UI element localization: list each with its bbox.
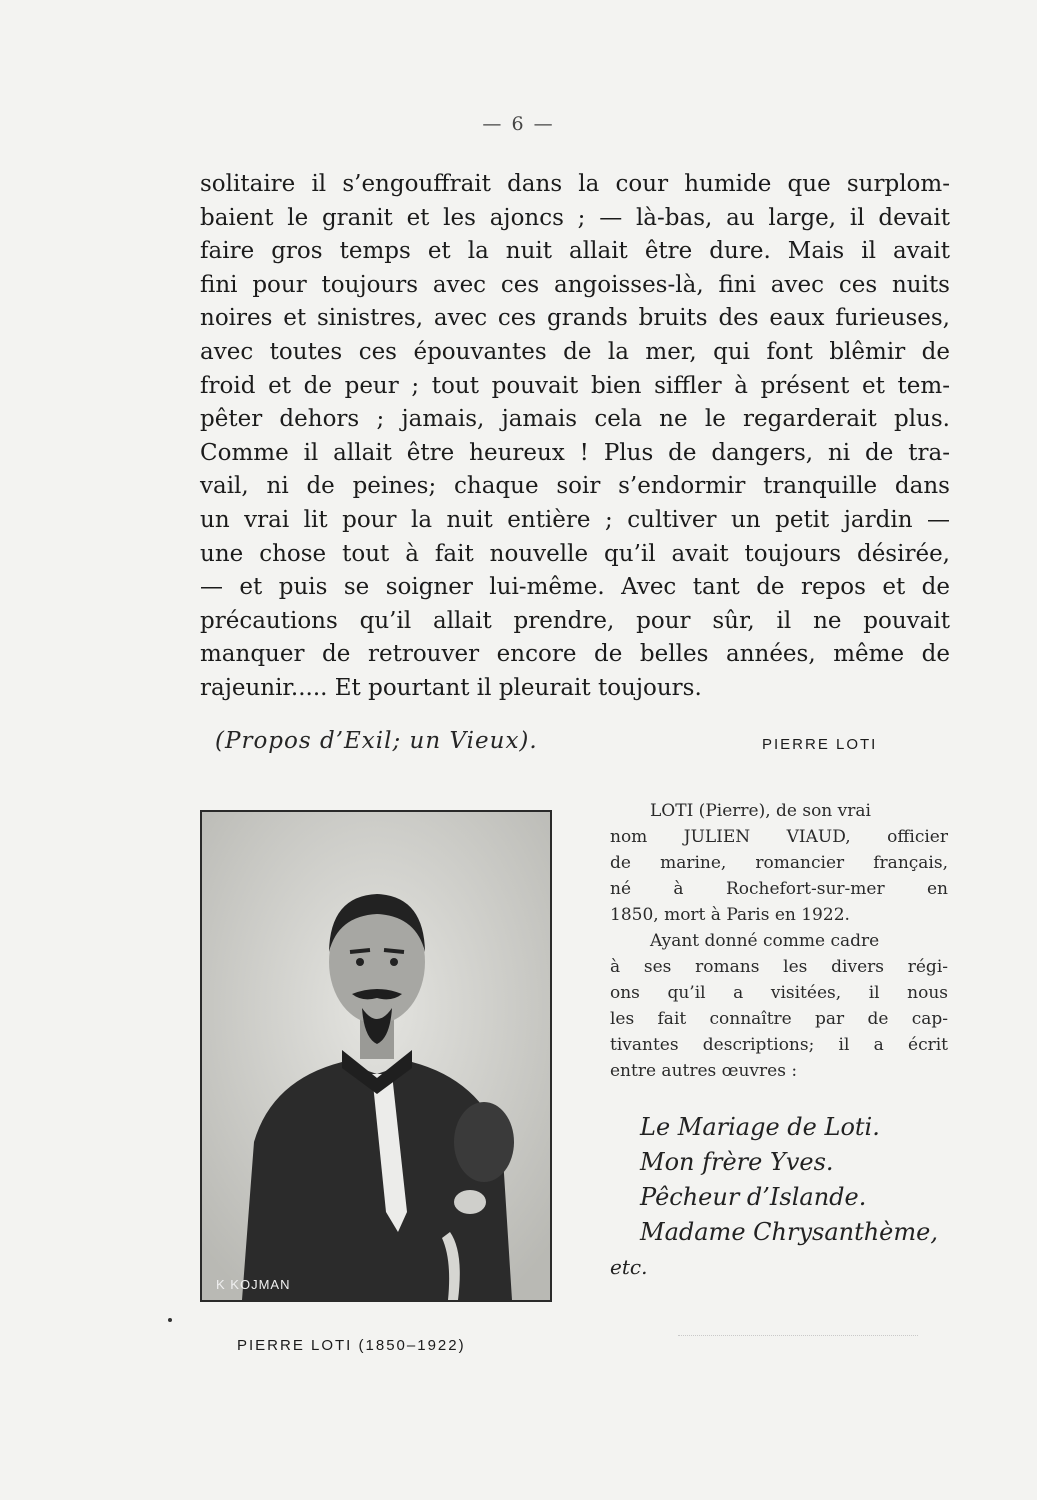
body-line: solitaire il s’engouffrait dans la cour humide que surplom- <box>200 171 950 197</box>
body-line: avec toutes ces épouvantes de la mer, qui font blêmir de <box>200 338 950 365</box>
photographer-credit: K KOJMAN <box>216 1277 291 1292</box>
body-line: Comme il allait être heureux ! Plus de dangers, ni de tra- <box>200 439 950 466</box>
portrait-illustration <box>202 812 550 1300</box>
body-line: froid et de peur ; tout pouvait bien siffler à présent et tem- <box>200 372 950 399</box>
footer-rule <box>678 1335 918 1336</box>
body-line: — et puis se soigner lui-même. Avec tant de repos et de <box>200 574 950 601</box>
bio-line: ons qu’il a visitées, il nous <box>610 983 948 1003</box>
bio-line: nom JULIEN VIAUD, officier <box>610 827 948 847</box>
author-signature: PIERRE LOTI <box>762 736 878 753</box>
bio-line: entre autres œuvres : <box>610 1061 798 1081</box>
bio-line: Ayant donné comme cadre <box>650 931 880 951</box>
body-line: pêter dehors ; jamais, jamais cela ne le regarderait plus. <box>200 406 950 433</box>
bio-line: 1850, mort à Paris en 1922. <box>610 905 850 925</box>
body-line: une chose tout à fait nouvelle qu’il avait toujours désirée, <box>200 540 950 567</box>
works-list <box>610 1110 938 1285</box>
bio-line: de marine, romancier français, <box>610 853 948 873</box>
bio-line: LOTI (Pierre), de son vrai <box>650 801 871 821</box>
body-line-last: rajeunir..... Et pourtant il pleurait toujours. <box>200 674 702 701</box>
body-line: un vrai lit pour la nuit entière ; cultiver un petit jardin — <box>200 506 950 533</box>
portrait-caption: PIERRE LOTI (1850–1922) <box>237 1337 466 1354</box>
bio-line: à ses romans les divers régi- <box>610 957 948 977</box>
bio-line: né à Rochefort-sur-mer en <box>610 879 948 899</box>
body-line: précautions qu’il allait prendre, pour sûr, il ne pouvait <box>200 607 950 634</box>
body-text <box>200 168 950 706</box>
work-title: Pêcheur d’Islande. <box>640 1183 867 1211</box>
work-title: Madame Chrysanthème, <box>640 1218 938 1246</box>
body-line: manquer de retrouver encore de belles années, même de <box>200 641 950 668</box>
body-line: vail, ni de peines; chaque soir s’endormir tranquille dans <box>200 473 950 500</box>
bio-line: tivantes descriptions; il a écrit <box>610 1035 948 1055</box>
citation-source: (Propos d’Exil; un Vieux). <box>215 728 538 754</box>
portrait-photo <box>200 810 552 1302</box>
biography <box>610 798 948 1084</box>
page-number: — 6 — <box>482 113 555 135</box>
body-line: fini pour toujours avec ces angoisses-là, fini avec ces nuits <box>200 271 950 298</box>
body-line: faire gros temps et la nuit allait être dure. Mais il avait <box>200 238 950 265</box>
works-etc: etc. <box>610 1255 648 1279</box>
work-title: Le Mariage de Loti. <box>640 1113 880 1141</box>
work-title: Mon frère Yves. <box>640 1148 834 1176</box>
body-line: baient le granit et les ajoncs ; — là-bas, au large, il devait <box>200 204 950 231</box>
bio-line: les fait connaître par de cap- <box>610 1009 948 1029</box>
body-line: noires et sinistres, avec ces grands bruits des eaux furieuses, <box>200 305 950 332</box>
print-mark <box>168 1318 172 1322</box>
